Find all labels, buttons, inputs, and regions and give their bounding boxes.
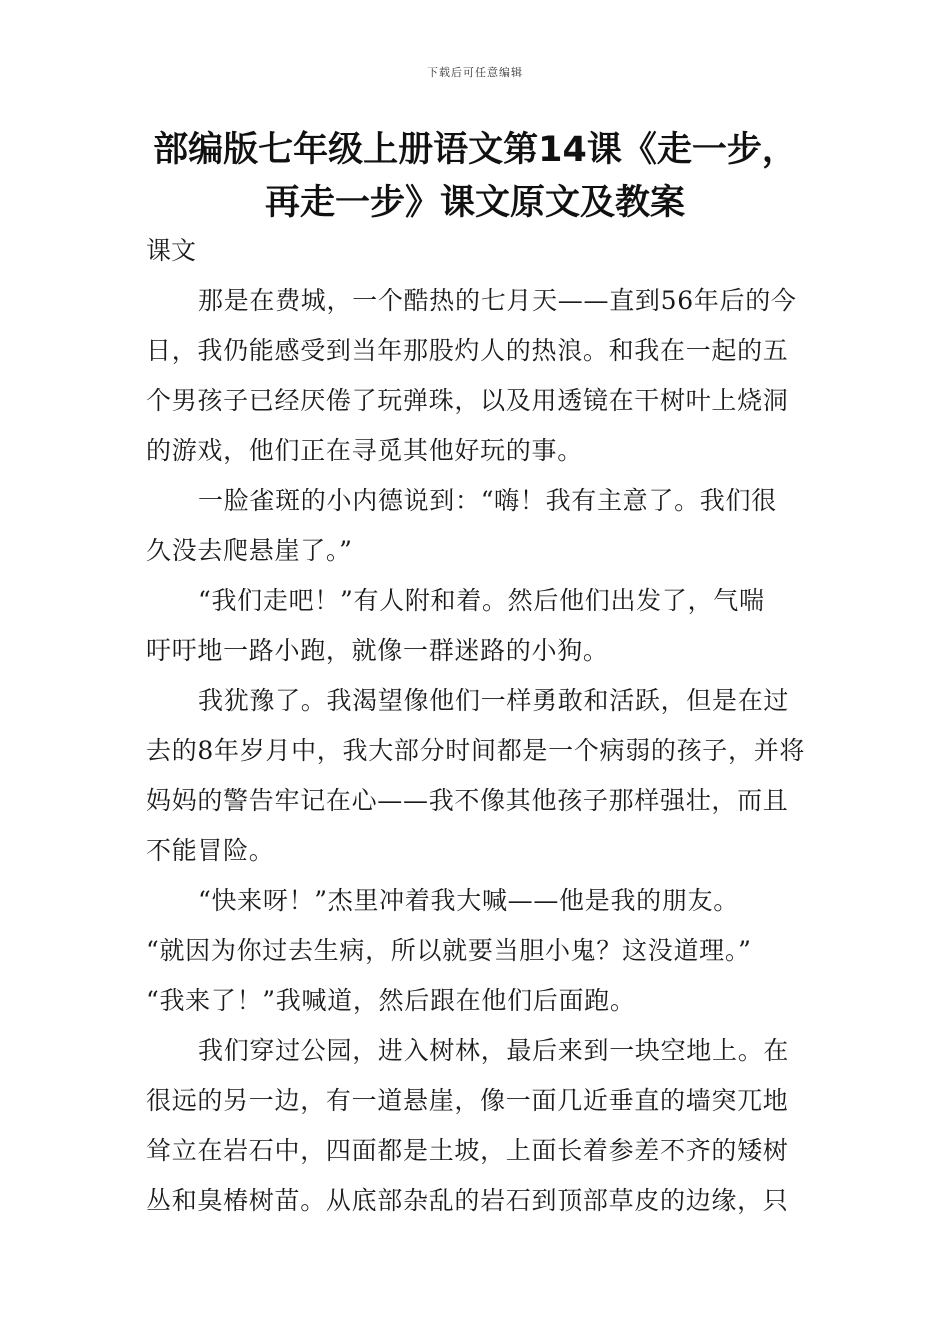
text-line: 很远的另一边，有一道悬崖，像一面几近垂直的墙突兀地 <box>146 1086 789 1115</box>
title-line-1: 部编版七年级上册语文第14课《走一步， <box>153 130 797 170</box>
text-line: “就因为你过去生病，所以就要当胆小鬼？这没道理。” <box>146 936 752 965</box>
text-line: 丛和臭椿树苗。从底部杂乱的岩石到顶部草皮的边缘，只 <box>146 1186 789 1215</box>
header-note: 下载后可任意编辑 <box>427 66 523 79</box>
text-line: “我来了！”我喊道，然后跟在他们后面跑。 <box>146 986 636 1015</box>
text-line: 的游戏，他们正在寻觅其他好玩的事。 <box>146 436 583 465</box>
text-line: 妈妈的警告牢记在心——我不像其他孩子那样强壮，而且 <box>146 786 789 815</box>
title-line-2: 再走一步》课文原文及教案 <box>264 183 685 223</box>
text-line: 个男孩子已经厌倦了玩弹珠，以及用透镜在干树叶上烧洞 <box>146 386 789 415</box>
document-body <box>146 226 808 1226</box>
text-line: 我们穿过公园，进入树林，最后来到一块空地上。在 <box>198 1036 790 1065</box>
section-label: 课文 <box>146 236 197 265</box>
text-line: 去的8年岁月中，我大部分时间都是一个病弱的孩子，并将 <box>146 736 806 765</box>
text-line: 那是在费城，一个酷热的七月天——直到56年后的今 <box>198 286 797 315</box>
text-line: “我们走吧！”有人附和着。然后他们出发了，气喘 <box>198 586 765 615</box>
text-line: 我犹豫了。我渴望像他们一样勇敢和活跃，但是在过 <box>198 686 790 715</box>
text-line: 日，我仍能感受到当年那股灼人的热浪。和我在一起的五 <box>146 336 789 365</box>
text-line: 久没去爬悬崖了。” <box>146 536 353 565</box>
text-line: 不能冒险。 <box>146 836 275 865</box>
document-title <box>120 124 830 230</box>
text-line: “快来呀！”杰里冲着我大喊——他是我的朋友。 <box>198 886 739 915</box>
text-line: 一脸雀斑的小内德说到：“嗨！我有主意了。我们很 <box>198 486 777 515</box>
text-line: 耸立在岩石中，四面都是土坡，上面长着参差不齐的矮树 <box>146 1136 789 1165</box>
text-line: 吁吁地一路小跑，就像一群迷路的小狗。 <box>146 636 609 665</box>
